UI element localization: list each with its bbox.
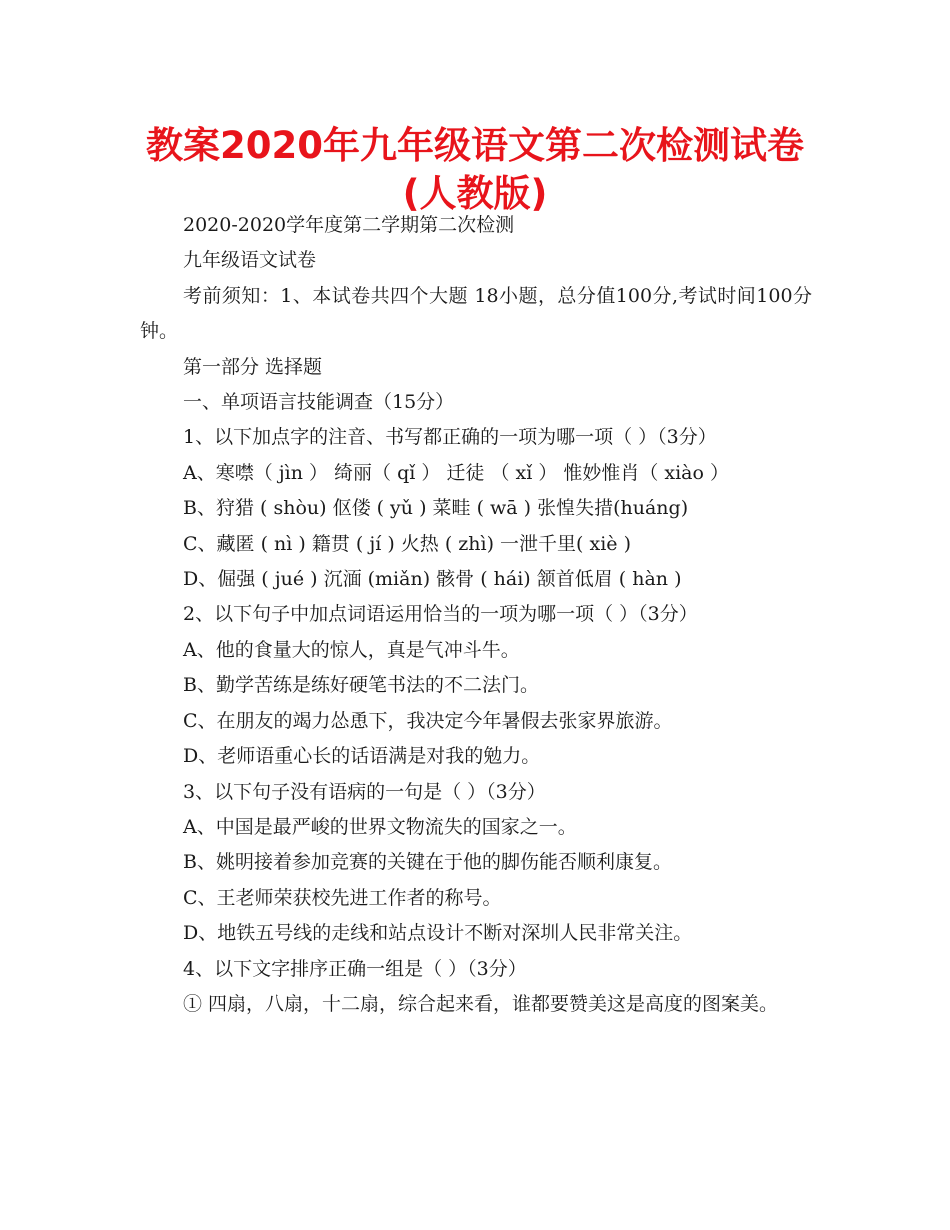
question-2-option-a: A、他的食量大的惊人，真是气冲斗牛。 — [183, 638, 520, 661]
question-1-option-d: D、倔强 ( jué ) 沉湎 (miǎn) 骸骨 ( hái) 颔首低眉 ( hàn ) — [183, 568, 682, 591]
question-2: 2、以下句子中加点词语运用恰当的一项为哪一项（ ）（3分） — [183, 603, 698, 626]
question-3-option-d: D、地铁五号线的走线和站点设计不断对深圳人民非常关注。 — [183, 922, 693, 945]
question-2-option-c: C、在朋友的竭力怂恿下，我决定今年暑假去张家界旅游。 — [183, 709, 673, 732]
document-title-line-1: 教案2020年九年级语文第二次检测试卷 — [146, 124, 804, 167]
exam-instructions: 考前须知：1、本试卷共四个大题 18小题，总分值100分,考试时间100分钟。 — [140, 284, 812, 343]
question-1-option-c: C、藏匿 ( nì ) 籍贯 ( jí ) 火热 ( zhì) 一泄千里( xiè ) — [183, 532, 631, 555]
question-2-option-b: B、勤学苦练是练好硬笔书法的不二法门。 — [183, 674, 539, 697]
question-3-option-a: A、中国是最严峻的世界文物流失的国家之一。 — [183, 815, 577, 838]
question-1-option-a: A、寒噤（ jìn ） 绮丽（ qǐ ） 迁徒 （ xǐ ） 惟妙惟肖（ xiào ） — [183, 461, 729, 484]
section-heading: 第一部分 选择题 — [183, 355, 323, 378]
question-1: 1、以下加点字的注音、书写都正确的一项为哪一项（ ）（3分） — [183, 426, 717, 449]
question-3-option-c: C、王老师荣获校先进工作者的称号。 — [183, 886, 502, 909]
exam-subject-line: 九年级语文试卷 — [183, 249, 317, 272]
document-body — [140, 208, 812, 1022]
question-1-option-b: B、狩猎 ( shòu) 伛偻 ( yǔ ) 菜畦 ( wā ) 张惶失措(huáng) — [183, 497, 689, 520]
question-4-item-1: ① 四扇，八扇，十二扇，综合起来看，谁都要赞美这是高度的图案美。 — [183, 992, 779, 1015]
exam-period-line: 2020-2020学年度第二学期第二次检测 — [183, 214, 515, 236]
question-3-option-b: B、姚明接着参加竞赛的关键在于他的脚伤能否顺利康复。 — [183, 851, 672, 874]
question-3: 3、以下句子没有语病的一句是（ ）（3分） — [183, 780, 546, 803]
question-4: 4、以下文字排序正确一组是（ ）（3分） — [183, 957, 527, 980]
document-title-line-2: (人教版) — [402, 172, 548, 215]
part-heading: 一、单项语言技能调查（15分） — [183, 391, 455, 414]
question-2-option-d: D、老师语重心长的话语满是对我的勉力。 — [183, 745, 541, 768]
